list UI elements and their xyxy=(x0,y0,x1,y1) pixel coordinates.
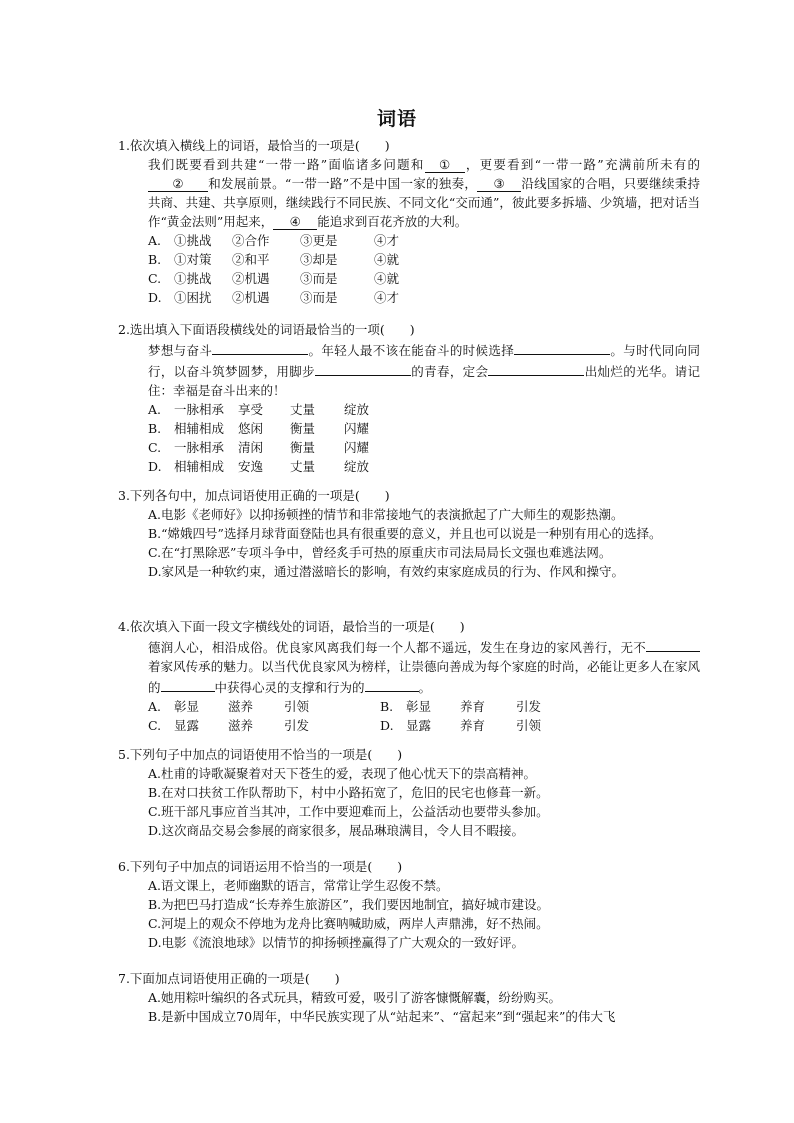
option-b[interactable]: B.为把巴马打造成“长寿养生旅游区”，我们要因地制宜，搞好城市建设。 xyxy=(148,897,549,912)
question-passage: 德润人心，相沿成俗。优良家风离我们每一个人都不遥远，发生在身边的家风善行，无不着家风传承的魅力。以当代优良家风为榜样，让崇德向善成为每个家庭的时尚，必能让更多人在家风的 中获得心灵的支撑和行为的 。 xyxy=(118,636,700,697)
option-a[interactable]: A.杜甫的诗歌凝聚着对天下苍生的爱，表现了他心忧天下的崇高精神。 xyxy=(148,766,537,781)
option-c[interactable]: C.在“打黑除恶”专项斗争中，曾经炙手可热的原重庆市司法局局长文强也难逃法网。 xyxy=(148,545,612,560)
page-title: 词语 xyxy=(376,108,417,130)
question-6 xyxy=(118,857,700,952)
option-b[interactable]: B. ①对策 ②和平 ③却是 ④就 xyxy=(148,252,400,267)
blank-2 xyxy=(161,676,215,692)
blank-2: ② xyxy=(148,176,208,192)
blank-3: ③ xyxy=(477,176,521,192)
option-d[interactable]: D.家风是一种软约束，通过潜滋暗长的影响，有效约束家庭成员的行为、作风和操守。 xyxy=(148,564,625,579)
option-b[interactable]: B. 相辅相成 悠闲 衡量 闪耀 xyxy=(148,421,370,436)
option-a[interactable]: A. 一脉相承 享受 丈量 绽放 xyxy=(148,402,370,417)
option-c[interactable]: C.班干部凡事应首当其冲，工作中要迎难而上，公益活动也要带头参加。 xyxy=(148,804,549,819)
option-row-ab[interactable]: A. 彰显 滋养 引领 B. 彰显 养育 引发 xyxy=(148,699,542,714)
option-a[interactable]: A.电影《老师好》以抑扬顿挫的情节和非常接地气的表演掀起了广大师生的观影热潮。 xyxy=(148,507,624,522)
blank-1: ① xyxy=(425,157,465,173)
option-b[interactable]: B.在对口扶贫工作队帮助下，村中小路拓宽了，危旧的民宅也修葺一新。 xyxy=(148,785,549,800)
question-4 xyxy=(118,617,700,735)
option-c[interactable]: C.河堤上的观众不停地为龙舟比赛呐喊助威，两岸人声鼎沸，好不热闹。 xyxy=(148,916,549,931)
question-2 xyxy=(118,320,700,476)
option-d[interactable]: D.这次商品交易会参展的商家很多，展品琳琅满目，令人目不暇接。 xyxy=(148,823,525,838)
question-passage: 梦想与奋斗 。年轻人最不该在能奋斗的时候选择 。与时代同向同行，以奋斗筑梦圆梦，用脚步 的青春，定会 出灿烂的光华。请记住：幸福是奋斗出来的！ xyxy=(118,339,700,400)
question-stem: 3.下列各句中，加点词语使用正确的一项是( ) xyxy=(118,488,390,503)
question-stem: 6.下列句子中加点的词语运用不恰当的一项是( ) xyxy=(118,859,403,874)
question-passage: 我们既要看到共建“一带一路”面临诸多问题和 ① ，更要看到“一带一路”充满前所未有的② 和发展前景。“一带一路”不是中国一家的独奏， ③ 沿线国家的合唱，只要继续秉持共商、共建、共享原则，继续践行不同民族、不同文化“交而通”，彼此要多拆墙、少筑墙，把对话当作“黄金法则”用起来， ④ 能追求到百花齐放的大利。 xyxy=(148,157,700,229)
option-a[interactable]: A. ①挑战 ②合作 ③更是 ④才 xyxy=(148,233,400,248)
blank-1 xyxy=(646,636,700,652)
option-row-cd[interactable]: C. 显露 滋养 引发 D. 显露 养育 引领 xyxy=(148,718,542,733)
blank-1 xyxy=(212,339,308,355)
blank-4: ④ xyxy=(273,214,317,230)
question-5 xyxy=(118,745,700,840)
question-7 xyxy=(118,969,700,1026)
question-3 xyxy=(118,486,700,581)
blank-3 xyxy=(315,360,411,376)
option-a[interactable]: A.语文课上，老师幽默的语言，常常让学生忍俊不禁。 xyxy=(148,878,449,893)
question-stem: 4.依次填入下面一段文字横线处的词语，最恰当的一项是( ) xyxy=(118,619,465,634)
option-c[interactable]: C. ①挑战 ②机遇 ③而是 ④就 xyxy=(148,271,400,286)
option-c[interactable]: C. 一脉相承 清闲 衡量 闪耀 xyxy=(148,440,370,455)
option-a[interactable]: A.她用粽叶编织的各式玩具，精致可爱，吸引了游客慷慨解囊，纷纷购买。 xyxy=(148,990,562,1005)
option-d[interactable]: D.电影《流浪地球》以情节的抑扬顿挫赢得了广大观众的一致好评。 xyxy=(148,935,525,950)
option-d[interactable]: D. 相辅相成 安逸 丈量 绽放 xyxy=(148,459,370,474)
blank-3 xyxy=(365,676,419,692)
blank-4 xyxy=(488,360,584,376)
option-b[interactable]: B.是新中国成立70周年，中华民族实现了从“站起来”、“富起来”到“强起来”的伟大飞 xyxy=(148,1009,616,1024)
question-stem: 5.下列句子中加点的词语使用不恰当的一项是( ) xyxy=(118,747,403,762)
question-stem: 2.选出填入下面语段横线处的词语最恰当的一项( ) xyxy=(118,322,415,337)
option-b[interactable]: B.“嫦娥四号”选择月球背面登陆也具有很重要的意义，并且也可以说是一种别有用心的选择。 xyxy=(148,526,662,541)
question-stem: 1.依次填入横线上的词语，最恰当的一项是( ) xyxy=(118,138,390,153)
blank-2 xyxy=(514,339,610,355)
question-1 xyxy=(118,136,700,307)
question-stem: 7.下面加点词语使用正确的一项是( ) xyxy=(118,971,340,986)
option-d[interactable]: D. ①困扰 ②机遇 ③而是 ④才 xyxy=(148,290,400,305)
